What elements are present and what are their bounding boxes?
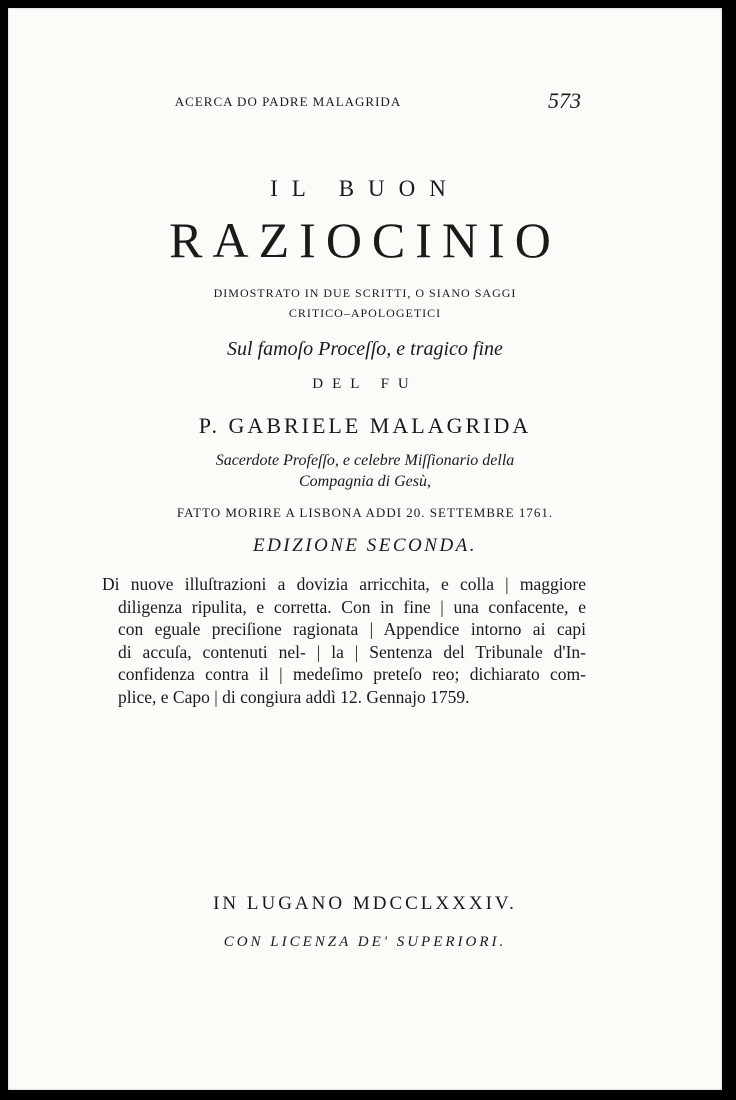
- del-fu-label: DEL FU: [312, 376, 418, 392]
- subtitle-line-2: CRITICO–APOLOGETICI: [288, 306, 442, 320]
- book-page: [8, 8, 722, 1090]
- description-line-2: Compagnia di Gesù,: [299, 473, 431, 490]
- italic-subtitle: Sul famoſo Proceſſo, e tragico fine: [227, 338, 503, 360]
- pre-title: IL BUON: [270, 176, 460, 201]
- page-number: 573: [548, 88, 581, 113]
- death-note: FATTO MORIRE A LISBONA ADDI 20. SETTEMBRE 1761.: [176, 505, 554, 520]
- body-line: Di nuove illuſtrazioni a dovizia arricchita, e colla | maggiore: [102, 574, 586, 594]
- body-paragraph: [102, 573, 586, 708]
- body-line: di accuſa, contenuti nel- | la | Sentenza del Tribunale d'In-: [118, 641, 586, 662]
- subtitle-line-1: DIMOSTRATO IN DUE SCRITTI, O SIANO SAGGI: [213, 286, 517, 300]
- imprint-place: IN LUGANO MDCCLXXXIV.: [213, 893, 517, 914]
- imprint-licenza: CON LICENZA DE' SUPERIORI.: [223, 934, 507, 950]
- body-line: con eguale preciſione ragionata | Appendice intorno ai capi: [118, 619, 586, 639]
- body-line: diligenza ripulita, e corretta. Con in fine | una confacente, e: [118, 596, 586, 617]
- body-line: confidenza contra il | medeſimo preteſo reo; dichiarato com-: [118, 664, 586, 684]
- edition-label: EDIZIONE SECONDA.: [252, 535, 478, 556]
- running-head: ACERCA DO PADRE MALAGRIDA: [174, 94, 402, 109]
- description-line-1: Sacerdote Profeſſo, e celebre Miſſionario della: [215, 452, 515, 469]
- body-line: plice, e Capo | di congiura addì 12. Gennajo 1759.: [118, 686, 470, 707]
- main-title: RAZIOCINIO: [169, 212, 561, 268]
- subject-name: P. GABRIELE MALAGRIDA: [198, 413, 532, 438]
